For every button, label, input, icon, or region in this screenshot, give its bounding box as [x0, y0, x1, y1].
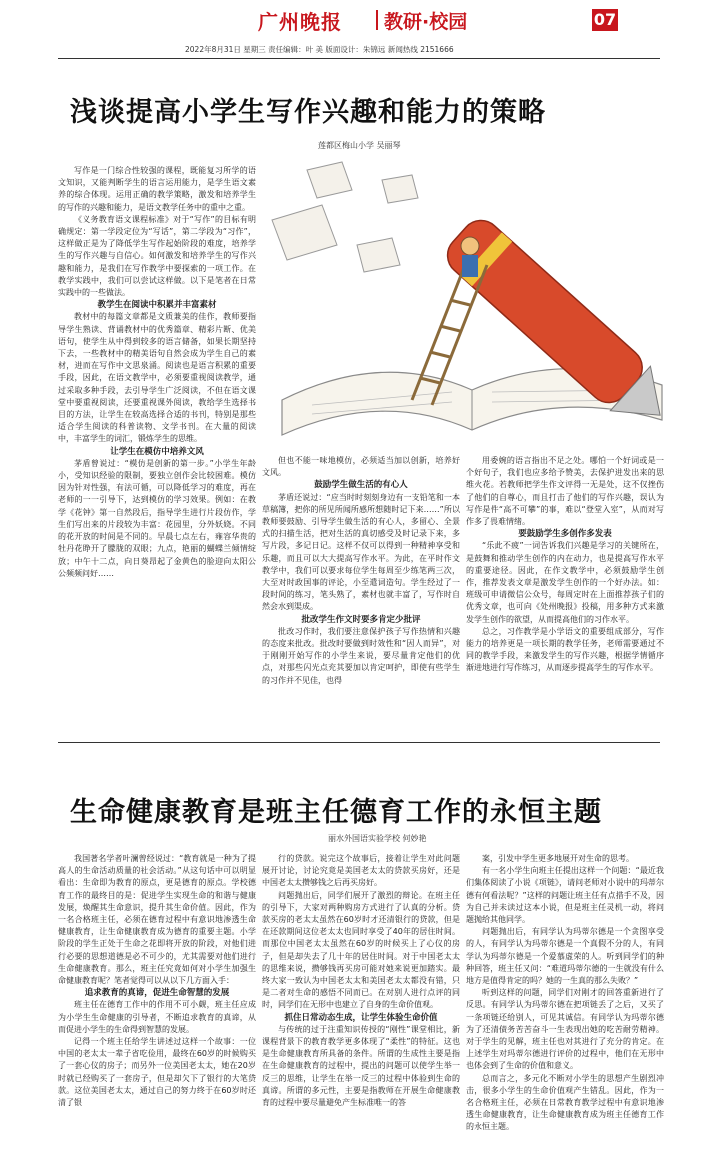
paragraph: 茅盾还说过：“应当时时刻刻身边有一支铅笔和一本草稿簿，把你的所见所闻所感所想随时记下来……”所以教师要鼓励、引导学生做生活的有心人，多留心、全景式的扫描生活，把对生活的真切感受及时记录下来，多写片段，多记日记。这样不仅可以得到一种精神享受和乐趣，而且可以大大提高写作水平。为此，在平时作文教学中，我们可以要求每位学生每周至少练笔两三次，大至对时政国事的评论，小至遣词造句。学生经过了一段时间的练习，笔头熟了，素材也就丰富了，写作时自然会水到渠成。	[262, 492, 460, 612]
paragraph: 《义务教育语文课程标准》对于“写作”的目标有明确规定：第一学段定位为“写话”，第二学段为“习作”，这样做正是为了降低学生写作起始阶段的难度，培养学生的写作兴趣与自信心。如何激发和培养学生的写作兴趣和能力，是我们在写作教学中要探索的一项工作。在教学实践中，我们可以尝试这样做。以下是笔者在日常实践中的一些做法。	[58, 214, 256, 298]
paragraph: 班主任在德育工作中的作用不可小觑，班主任应成为小学生生命健康的引导者，不断追求教育的真谛，从而促进小学生的生命得到智慧的发展。	[58, 1000, 256, 1034]
paragraph: 与传统的过于注重知识传授的“刚性”课堂相比，新课程背景下的教育教学更多体现了“柔性”的特征。这也是生命健康教育所具备的条件。所谓的生成性主要是指在生命健康教育的过程中，提出的问题可以使学生举一反三的思维，让学生在举一反三的过程中体验到生命的真谛。所谓的多元性，主要是指教师在开展生命健康教育的过程中要尽量避免产生标准唯一的答	[262, 1024, 460, 1108]
paragraph: 问题抛出后，同学们展开了激烈的辩论。在班主任的引导下，大家对两种购房方式进行了认真的分析。贷款买房的老太太虽然在60岁时才还清银行的贷款，但是在还款期间这位老太太也同时享受了40年的居住时间。而那位中国老太太虽然在60岁的时候买上了心仪的房子，但是却失去了几十年的居住时间。对于中国老太太的思维来说，攒够钱再买房可能对她来说更加踏实。最终大家一致认为中国老太太和美国老太太都没有错，只是二者对生命的感悟不同而已。在对别人进行点评的同时，同学们在无形中也建立了自身的生命价值观。	[262, 890, 460, 1010]
paragraph: 茅盾曾说过：“模仿是创新的第一步。”小学生年龄小，受知识经验的限制，要独立创作会比较困难。模仿因为针对性强，有法可循，可以降低学习的难度，再在老师的一一引导下，达到模仿的学习效果。例如：在教学《花钟》第一自然段后，指导学生进行片段仿作，学生们写出来的片段较为丰富：花园里，分外妖娆。不同的花开放的时间是不同的。早晨七点左右，雍容华贵的牡丹花睁开了朦胧的双眼；九点，艳丽的蝴蝶兰倾情绽放；中午十二点，向日葵昂起了金黄色的脸迎向太阳公公频频问好……	[58, 458, 256, 578]
section-subhead: 批改学生作文时要多肯定少批评	[301, 614, 421, 625]
article1-column-3	[466, 455, 664, 733]
article1-byline: 莲都区梅山小学 吴丽琴	[318, 141, 401, 150]
masthead-rule	[58, 58, 660, 59]
paragraph: 有一名小学生向班主任提出这样一个问题：“最近我们集体阅读了小说《项链》，请问老师对小说中的玛蒂尔德有何看法呢？”这样的问题让班主任有点措手不及，因为自己并未读过这本小说，但是班主任灵机一动，将问题抛给其他同学。	[466, 866, 664, 925]
section-subhead: 追求教育的真谛，促进生命智慧的发展	[84, 988, 230, 999]
paragraph: 批改习作时，我们要注意保护孩子写作热情和兴趣的态度来批改。批改时要做到时效性和“因人而异”，对于刚刚开始写作的小学生来说，要尽量肯定他们的优点，对那些闪光点充其要加以肯定呵护，即使有些学生的习作并不见佳，也得	[262, 626, 460, 685]
paragraph: 我国著名学者叶澜曾经说过：“教育就是一种为了提高人的生命活动质量的社会活动。”从这句话中可以明显看出：生命即为教育的原点，更是德育的原点。学校德育工作的最终目的是：促进学生实现生命的和谐与健康发展，焕醒其生命意识，提升其生命价值。因此，作为一名合格班主任，必须在德育过程中有意识地渗透生命健康教育，让生命健康教育成为德育的重要主题。小学阶段的学生正处于生命之花即将开放的阶段，对他们进行必要的思想道德是必不可少的，尤其需要对他们进行生命健康教育。那么，班主任究竟如何对小学生加强生命健康教育呢？笔者觉得可以从以下几方面入手：	[58, 854, 256, 986]
paragraph: 用委婉的语言指出不足之处。哪怕一个好词或是一个好句子，我们也应多给予赞美，去保护进发出来的思维火花。若教师把学生作文评得一无是处，这不仅挫伤了他们的自尊心，而且打击了他们的写作兴趣，误认为写作是件“高不可攀”的事，难以“登堂入室”，从而对写作多了畏难情绪。	[466, 456, 664, 527]
paragraph: 写作是一门综合性较强的课程，既能复习所学的语文知识，又能判断学生的语言运用能力，是学生语文素养的综合体现。运用正确的教学策略，激发和培养学生的写作的兴趣和能力，是语文教学任务中的重中之重。	[58, 166, 256, 212]
article1-column-2	[262, 455, 460, 733]
paragraph: 总而言之，多元化不断对小学生的思想产生剧烈冲击，很多小学生的生命价值观产生错乱。因此，作为一名合格班主任，必须在日常教育教学过程中有意识地渗透生命健康教育，让生命健康教育成为班主任德育工作的永恒主题。	[466, 1073, 664, 1132]
article2-column-1	[58, 853, 256, 1153]
section-name: 教研·校园	[384, 11, 468, 33]
article1-column-1	[58, 165, 256, 733]
paragraph: 但也不能一味地模仿，必须适当加以创新，培养好文风。	[262, 456, 460, 478]
article2-column-2	[262, 853, 460, 1153]
pen-writing-on-book-illustration	[262, 150, 674, 450]
paragraph: 记得一个班主任给学生讲述过这样一个故事：一位中国的老太太一辈子省吃俭用，最终在60岁的时候购买了一套心仪的房子；而另外一位美国老太太，她在20岁时就已经购买了一套房子，但是却欠下了银行的大笔贷款。这位美国老太太，通过自己的努力终于在60岁时还清了银	[58, 1037, 256, 1108]
article2-title: 生命健康教育是班主任德育工作的永恒主题	[70, 797, 602, 828]
newspaper-brand: 广州晚报	[258, 10, 342, 34]
paragraph: 教材中的每篇文章都是文质兼美的佳作，教师要指导学生熟读、背诵教材中的优秀篇章、精彩片断、优美语句，使学生从中得到较多的语言储备，如果长期坚持下去，一些教材中的精美语句自然会成为学生自己的素材，进而在写作中文思泉涌。阅读也是语言积累的重要手段，因此，在语文教学中，必须要重视阅读教学，通过采取多种手段，去引导学生广泛阅读，不但在语文课堂中要重视阅读，还要重视课外阅读，教给学生选择书目的方法，让学生在较高选择合适的书刊，特别是那些适合学生阅读的科普读物、文学书刊。在大量的阅读中，丰富学生的词汇，锻炼学生的思维。	[58, 312, 256, 444]
issue-info-line: 2022年8月31日 星期三 责任编辑：叶 美 版面设计：朱锦远 新闻热线 2151666	[185, 45, 454, 54]
page-number: 07	[593, 10, 617, 29]
section-subhead: 鼓励学生做生活的有心人	[314, 480, 408, 491]
paragraph: 听到这样的问题，同学们对刚才的回答重新进行了反思。有同学认为玛蒂尔德在把项链丢了之后，又买了一条项链还给别人，可见其诚信。有同学认为玛蒂尔德为了还清债务苦苦奋斗一生表现出她的吃苦耐劳精神。对于学生的见解，班主任也对其进行了充分的肯定。在上述学生对玛蒂尔德进行评价的过程中，他们在无形中也体会到了生命的价值和意义。	[466, 988, 664, 1071]
article2-column-3	[466, 853, 664, 1153]
section-subhead: 让学生在模仿中培养文风	[110, 446, 204, 457]
paragraph: 总之，习作教学是小学语文的重要组成部分，写作能力的培养更是一项长期的教学任务，老师需要通过不同的教学手段，来激发学生的写作兴趣，根据学情循序渐进地进行写作练习，从而逐步提高学生的写作水平。	[466, 626, 664, 673]
paragraph: 问题抛出后，有同学认为玛蒂尔德是一个贪图享受的人，有同学认为玛蒂尔德是一个真假不分的人，有同学认为玛蒂尔德是一个爱慕虚荣的人。听到同学们的种种回答，班主任又问：“难道玛蒂尔德的一生就没有什么地方是值得肯定的吗？她的一生真的那么失败？”	[466, 927, 664, 986]
paragraph: “乐此不疲”一词告诉我们兴趣是学习的关键所在，是鼓舞和推动学生创作的内在动力，也是提高写作水平的重要途径。因此，在作文教学中，必须鼓励学生创作，推荐发表文章是激发学生创作的一个好办法。如：班级可申请微信公众号，每周定时在上面推荐孩子们的优秀文章，也可向《处州晚报》投稿，用多种方式来激发学生创作的欲望，从而提高他们的习作水平。	[466, 541, 664, 624]
section-subhead: 要鼓励学生多创作多发表	[518, 529, 612, 540]
section-subhead: 教学生在阅读中积累并丰富素材	[97, 300, 217, 311]
section-subhead: 抓住日常动态生成，让学生体验生命价值	[284, 1012, 438, 1023]
paragraph: 案，引发中学生更多地展开对生命的思考。	[482, 854, 634, 863]
masthead	[0, 0, 708, 40]
article-separator-rule	[58, 742, 660, 743]
article1-title: 浅谈提高小学生写作兴趣和能力的策略	[70, 97, 546, 128]
article2-byline: 丽水外国语实验学校 何妙艳	[328, 834, 427, 843]
paragraph: 行的贷款。说完这个故事后，接着让学生对此问题展开讨论，讨论究竟是美国老太太的贷款买房好，还是中国老太太攒够钱之后再买房好。	[262, 854, 460, 888]
masthead-divider	[376, 10, 378, 30]
